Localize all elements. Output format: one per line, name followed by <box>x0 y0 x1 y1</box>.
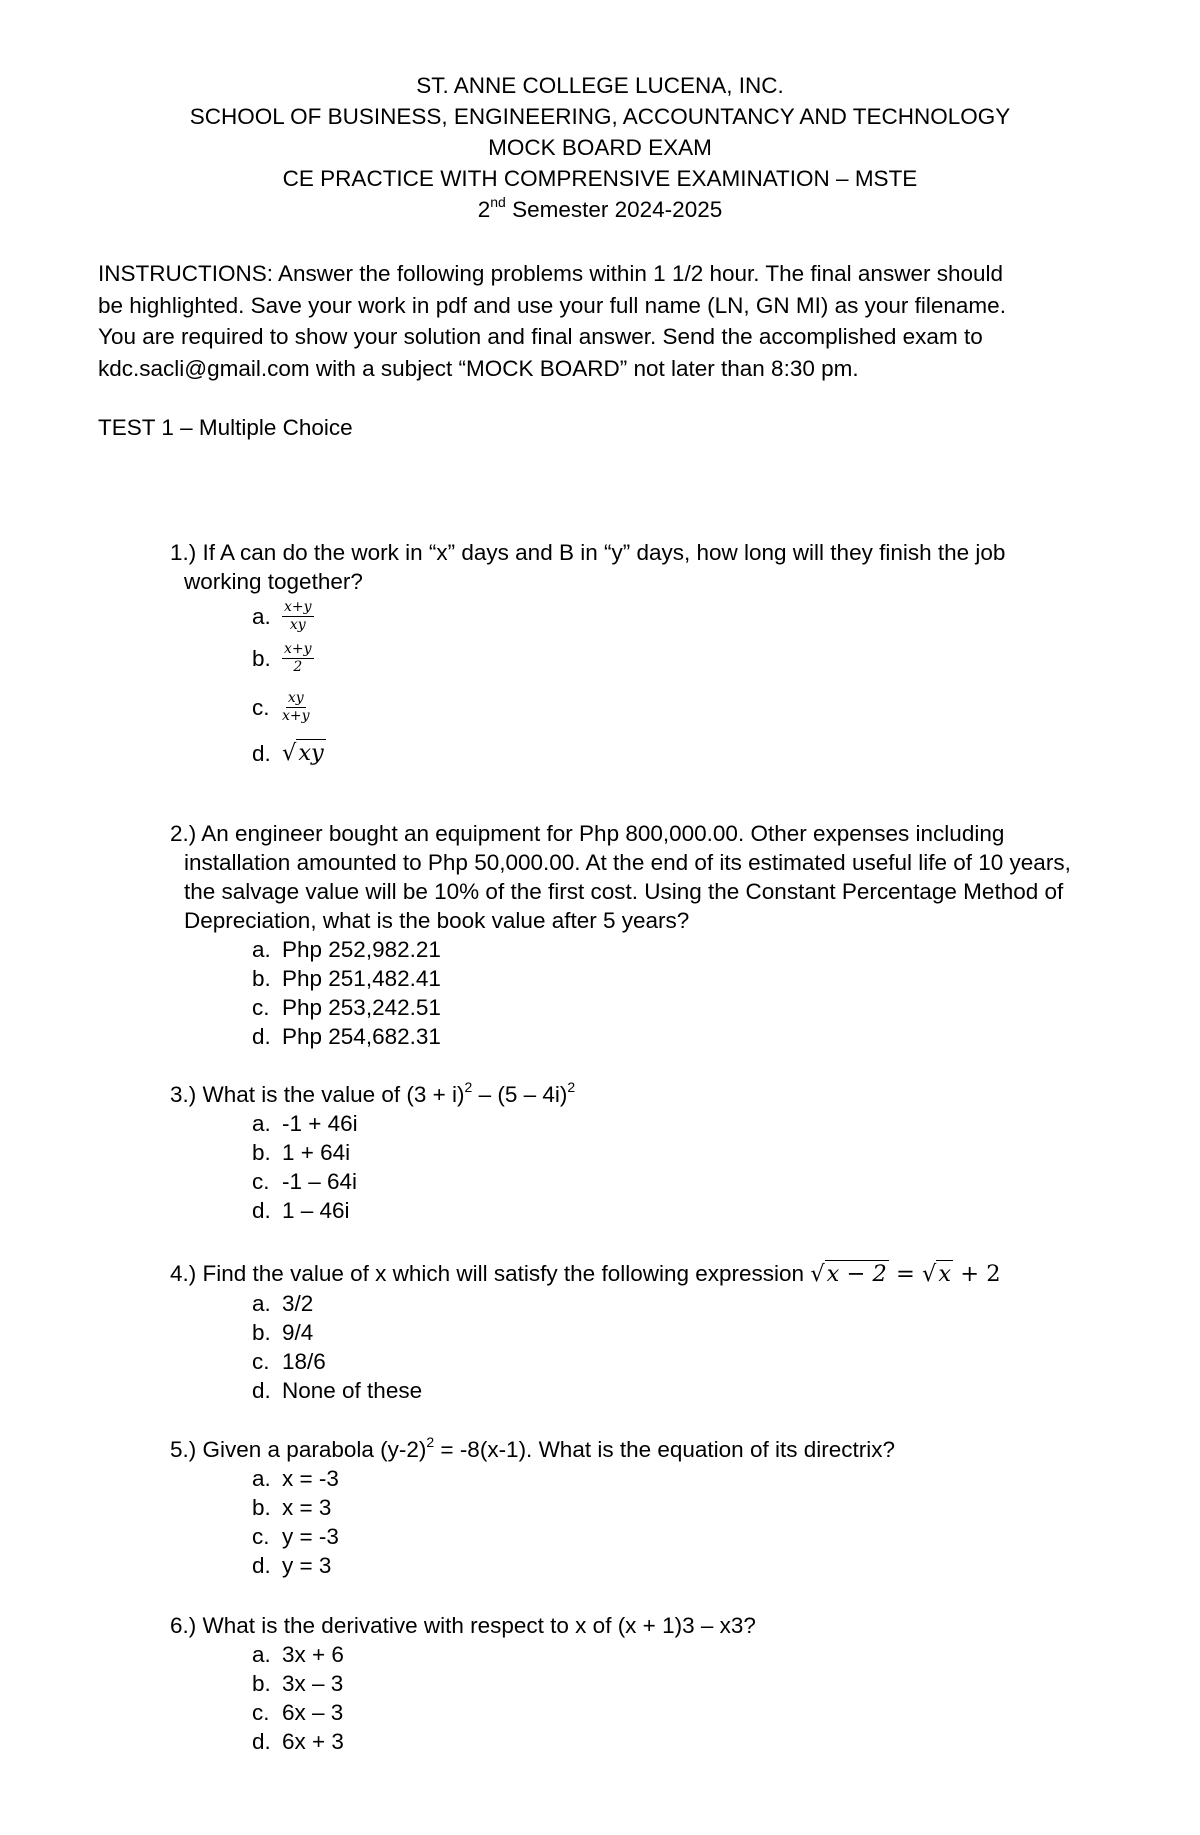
choice-c: c. 6x – 3 <box>252 1700 344 1725</box>
exam-title: MOCK BOARD EXAM <box>488 135 712 160</box>
instructions-line: You are required to show your solution and final answer. Send the accomplished exam to <box>98 324 983 349</box>
department-name: SCHOOL OF BUSINESS, ENGINEERING, ACCOUNTANCY AND TECHNOLOGY <box>189 104 1011 129</box>
choice-b: b. 3x – 3 <box>252 1671 344 1696</box>
choice-list <box>252 1289 1082 1405</box>
choice-d: d. Php 254,682.31 <box>252 1024 441 1049</box>
choice-b: b. Php 251,482.41 <box>252 966 441 991</box>
question-stem: 4.) Find the value of x which will satisfy the following expression √x − 2 = √x + 2 <box>170 1261 1001 1287</box>
question-3 <box>170 1080 1082 1225</box>
question-stem: 2.) An engineer bought an equipment for Php 800,000.00. Other expenses including installation amounted to Php 50,000.00. At the end of its estimated useful life of 10 years, the salvage value will be 10% of the first cost. Using the Constant Percentage Method of Depreciation, what is the book value after 5 years? <box>170 821 1071 933</box>
choice-a: a. -1 + 46i <box>252 1111 358 1136</box>
choice-list <box>252 935 1082 1051</box>
question-2 <box>170 819 1082 1051</box>
choice-list <box>252 1109 1082 1225</box>
instructions-line: kdc.sacli@gmail.com with a subject “MOCK BOARD” not later than 8:30 pm. <box>98 355 859 381</box>
fraction: $\frac{x+y}{xy}$ <box>284 598 312 633</box>
choice-list <box>252 596 1082 772</box>
choice-a: a. $\frac{x+y}{xy}$ <box>252 598 312 633</box>
choice-list <box>252 1464 1082 1580</box>
square-root: √x <box>922 1261 952 1287</box>
choice-a: a. Php 252,982.21 <box>252 937 441 962</box>
question-6 <box>170 1611 1082 1756</box>
fraction: $\frac{x+y}{2}$ <box>284 640 312 675</box>
question-stem: 1.) If A can do the work in “x” days and B in “y” days, how long will they finish the job working together? <box>170 540 1006 594</box>
choice-d: d. 1 – 46i <box>252 1198 350 1223</box>
semester-line: 2nd Semester 2024-2025 <box>477 193 723 222</box>
choice-d: d. 6x + 3 <box>252 1729 344 1754</box>
instructions-line: INSTRUCTIONS: Answer the following problems within 1 1/2 hour. The final answer should <box>98 261 1003 286</box>
choice-d: d. None of these <box>252 1378 423 1403</box>
square-root: √xy <box>282 739 324 766</box>
choice-b: b. 1 + 64i <box>252 1140 351 1165</box>
choice-b: b. x = 3 <box>252 1495 332 1520</box>
choice-b: b. $\frac{x+y}{2}$ <box>252 640 312 675</box>
instructions <box>98 258 1065 384</box>
question-stem: 5.) Given a parabola $(y-2)^2 = -8(x-1)$. What is the equation of its directrix? <box>170 1433 895 1462</box>
question-stem: 6.) What is the derivative with respect to x of (x + 1)3 – x3? <box>170 1613 756 1638</box>
choice-c: c. Php 253,242.51 <box>252 995 441 1020</box>
choice-c: c. $\frac{xy}{x+y}$ <box>252 689 310 724</box>
choice-b: b. 9/4 <box>252 1320 314 1345</box>
school-name: ST. ANNE COLLEGE LUCENA, INC. <box>416 73 784 98</box>
choice-d: d. y = 3 <box>252 1553 332 1578</box>
fraction: $\frac{xy}{x+y}$ <box>282 689 310 724</box>
test-title: TEST 1 – Multiple Choice <box>98 415 353 440</box>
choice-c: c. y = -3 <box>252 1524 339 1549</box>
square-root: √x − 2 <box>810 1261 887 1287</box>
choice-a: a. 3x + 6 <box>252 1642 344 1667</box>
choice-d: d. √xy <box>252 739 324 766</box>
exam-header <box>0 70 1200 225</box>
choice-c: c. 18/6 <box>252 1349 326 1374</box>
choice-a: a. 3/2 <box>252 1291 314 1316</box>
question-stem: 3.) What is the value of $(3 + i)^2 - (5 - 4i)^2$ <box>170 1078 576 1107</box>
choice-c: c. -1 – 64i <box>252 1169 358 1194</box>
question-4 <box>170 1259 1082 1405</box>
choice-list <box>252 1640 1082 1756</box>
question-1 <box>170 538 1082 772</box>
choice-a: a. x = -3 <box>252 1466 339 1491</box>
course-title: CE PRACTICE WITH COMPRENSIVE EXAMINATION – MSTE <box>282 166 918 191</box>
instructions-line: be highlighted. Save your work in pdf and use your full name (LN, GN MI) as your filename. <box>98 292 1006 318</box>
question-5 <box>170 1435 1082 1580</box>
